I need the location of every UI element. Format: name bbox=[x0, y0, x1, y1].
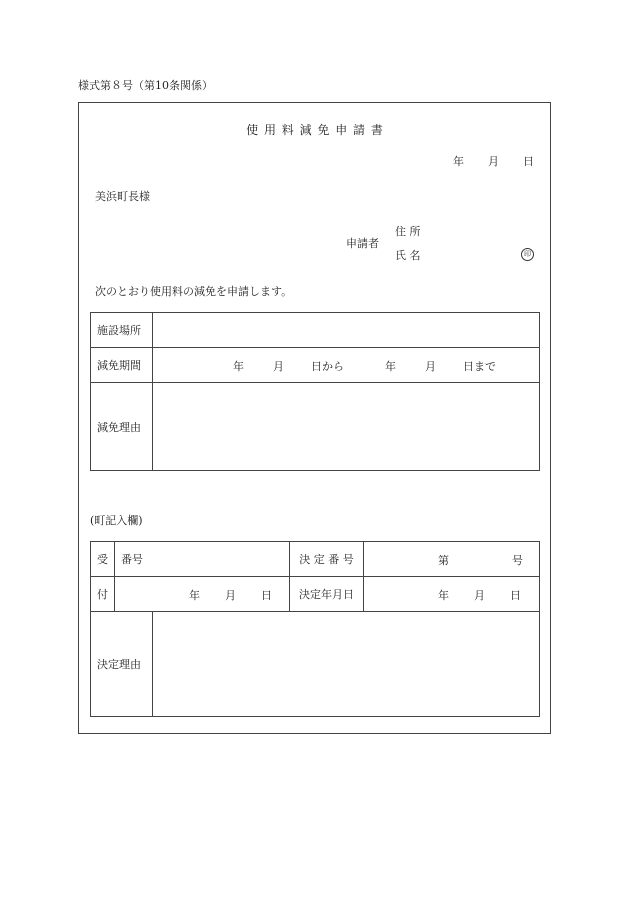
receipt-label-top: 受 bbox=[91, 542, 115, 577]
receipt-number-cell[interactable] bbox=[115, 542, 290, 577]
form-title: 使 用 料 減 免 申 請 書 bbox=[246, 123, 384, 137]
receipt-date-day: 日 bbox=[261, 589, 272, 602]
decision-number-suffix: 号 bbox=[512, 554, 523, 567]
office-table bbox=[90, 541, 540, 717]
decision-date-label: 決定年月日 bbox=[290, 577, 364, 612]
date-month-label: 月 bbox=[488, 155, 499, 168]
facility-field[interactable] bbox=[153, 313, 540, 348]
seal-mark bbox=[521, 246, 534, 261]
decision-number-field[interactable] bbox=[364, 542, 540, 577]
decision-reason-field[interactable] bbox=[153, 612, 540, 717]
decision-number-prefix: 第 bbox=[438, 554, 449, 567]
address-label: 住 所 bbox=[395, 225, 421, 238]
reason-label: 減免理由 bbox=[91, 383, 153, 471]
decision-date-field[interactable] bbox=[364, 577, 540, 612]
period-to-year: 年 bbox=[385, 360, 396, 373]
date-day-label: 日 bbox=[523, 155, 534, 168]
period-field[interactable] bbox=[153, 348, 540, 383]
applicant-label: 申請者 bbox=[346, 237, 379, 250]
decision-reason-label: 決定理由 bbox=[91, 612, 153, 717]
period-label: 減免期間 bbox=[91, 348, 153, 383]
receipt-label-bottom: 付 bbox=[91, 577, 115, 612]
period-to-day: 日まで bbox=[463, 360, 496, 373]
application-table bbox=[90, 312, 540, 471]
reason-field[interactable] bbox=[153, 383, 540, 471]
period-to-month: 月 bbox=[425, 360, 436, 373]
decision-date-year: 年 bbox=[438, 589, 449, 602]
decision-number-label: 決 定 番 号 bbox=[290, 542, 364, 577]
decision-date-month: 月 bbox=[474, 589, 485, 602]
period-from-day: 日から bbox=[311, 360, 344, 373]
receipt-date-month: 月 bbox=[225, 589, 236, 602]
name-label: 氏 名 bbox=[395, 249, 421, 262]
form-number: 様式第８号（第10条関係） bbox=[78, 79, 213, 92]
date-year-label: 年 bbox=[453, 155, 464, 168]
period-from-year: 年 bbox=[233, 360, 244, 373]
period-from-month: 月 bbox=[273, 360, 284, 373]
receipt-number-label: 番号 bbox=[121, 553, 143, 566]
addressee: 美浜町長様 bbox=[95, 190, 150, 203]
facility-label: 施設場所 bbox=[91, 313, 153, 348]
receipt-date-field[interactable] bbox=[115, 577, 290, 612]
receipt-date-year: 年 bbox=[189, 589, 200, 602]
decision-date-day: 日 bbox=[510, 589, 521, 602]
statement: 次のとおり使用料の減免を申請します。 bbox=[95, 285, 293, 298]
seal-icon: 印 bbox=[521, 248, 534, 261]
office-section-heading: (町記入欄) bbox=[90, 514, 143, 527]
